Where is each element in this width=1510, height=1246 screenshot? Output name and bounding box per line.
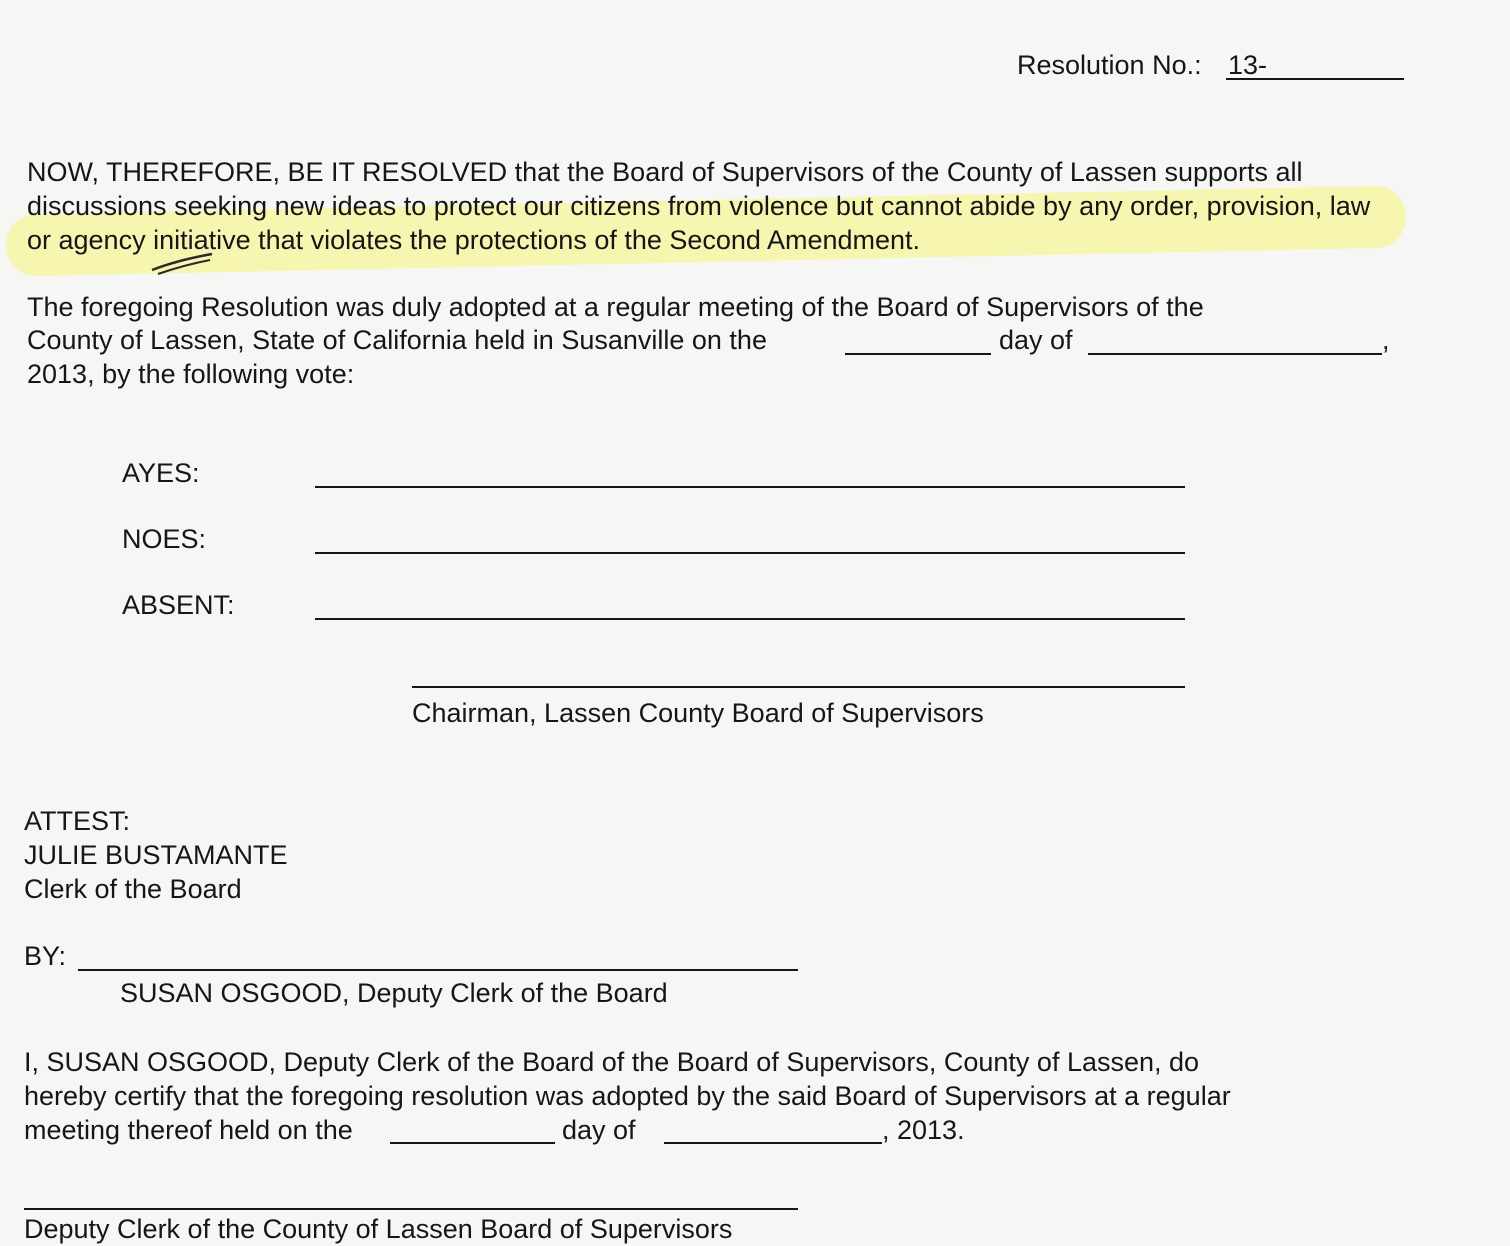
adopted-comma: , [1382,325,1390,355]
bleed-through-title [460,2,468,36]
adopted-line-2: County of Lassen, State of California held in Susanville on the [27,325,767,355]
certification-month-line [664,1142,882,1144]
resolution-number-label: Resolution No.: [1017,50,1202,80]
chairman-signature-line [412,686,1185,688]
resolution-number-line [1226,78,1404,80]
certification-line-2: hereby certify that the foregoing resolution was adopted by the said Board of Supervisors at a regular [24,1081,1231,1111]
absent-label: ABSENT: [122,590,235,620]
handwritten-underline-mark [148,250,218,276]
certification-line-3: meeting thereof held on the [24,1115,353,1145]
by-signature-line [78,969,798,971]
adopted-day-line [845,353,991,355]
attest-clerk-title: Clerk of the Board [24,874,242,904]
chairman-caption: Chairman, Lassen County Board of Supervisors [412,698,984,728]
ayes-line [315,486,1185,488]
noes-line [315,552,1185,554]
noes-label: NOES: [122,524,207,554]
deputy-clerk-signature-caption: Deputy Clerk of the County of Lassen Board of Supervisors [24,1214,733,1244]
attest-label: ATTEST: [24,806,131,836]
absent-line [315,618,1185,620]
certification-line-1: I, SUSAN OSGOOD, Deputy Clerk of the Board of the Board of Supervisors, County of Lassen, do [24,1047,1200,1077]
certification-year: , 2013. [882,1115,965,1145]
by-label: BY: [24,941,67,971]
adopted-month-line [1088,353,1382,355]
resolved-paragraph: NOW, THEREFORE, BE IT RESOLVED that the Board of Supervisors of the County of Lassen supports all discussions seeking new ideas to protect our citizens from violence but cannot abide by any order, provision, law or agency initiative that violates the protections of the Second Amendment. [27,157,1371,255]
attest-clerk-name: JULIE BUSTAMANTE [24,840,288,870]
adopted-line-3: 2013, by the following vote: [27,359,355,389]
certification-day-line [390,1142,555,1144]
certification-day-of-label: day of [562,1115,636,1145]
deputy-clerk-caption: SUSAN OSGOOD, Deputy Clerk of the Board [120,978,668,1008]
deputy-clerk-signature-line [24,1208,798,1210]
ayes-label: AYES: [122,458,200,488]
resolution-number-value: 13- [1228,50,1268,80]
adopted-day-of-label: day of [999,325,1073,355]
adopted-line-1: The foregoing Resolution was duly adopted at a regular meeting of the Board of Supervisors of the [27,292,1204,322]
